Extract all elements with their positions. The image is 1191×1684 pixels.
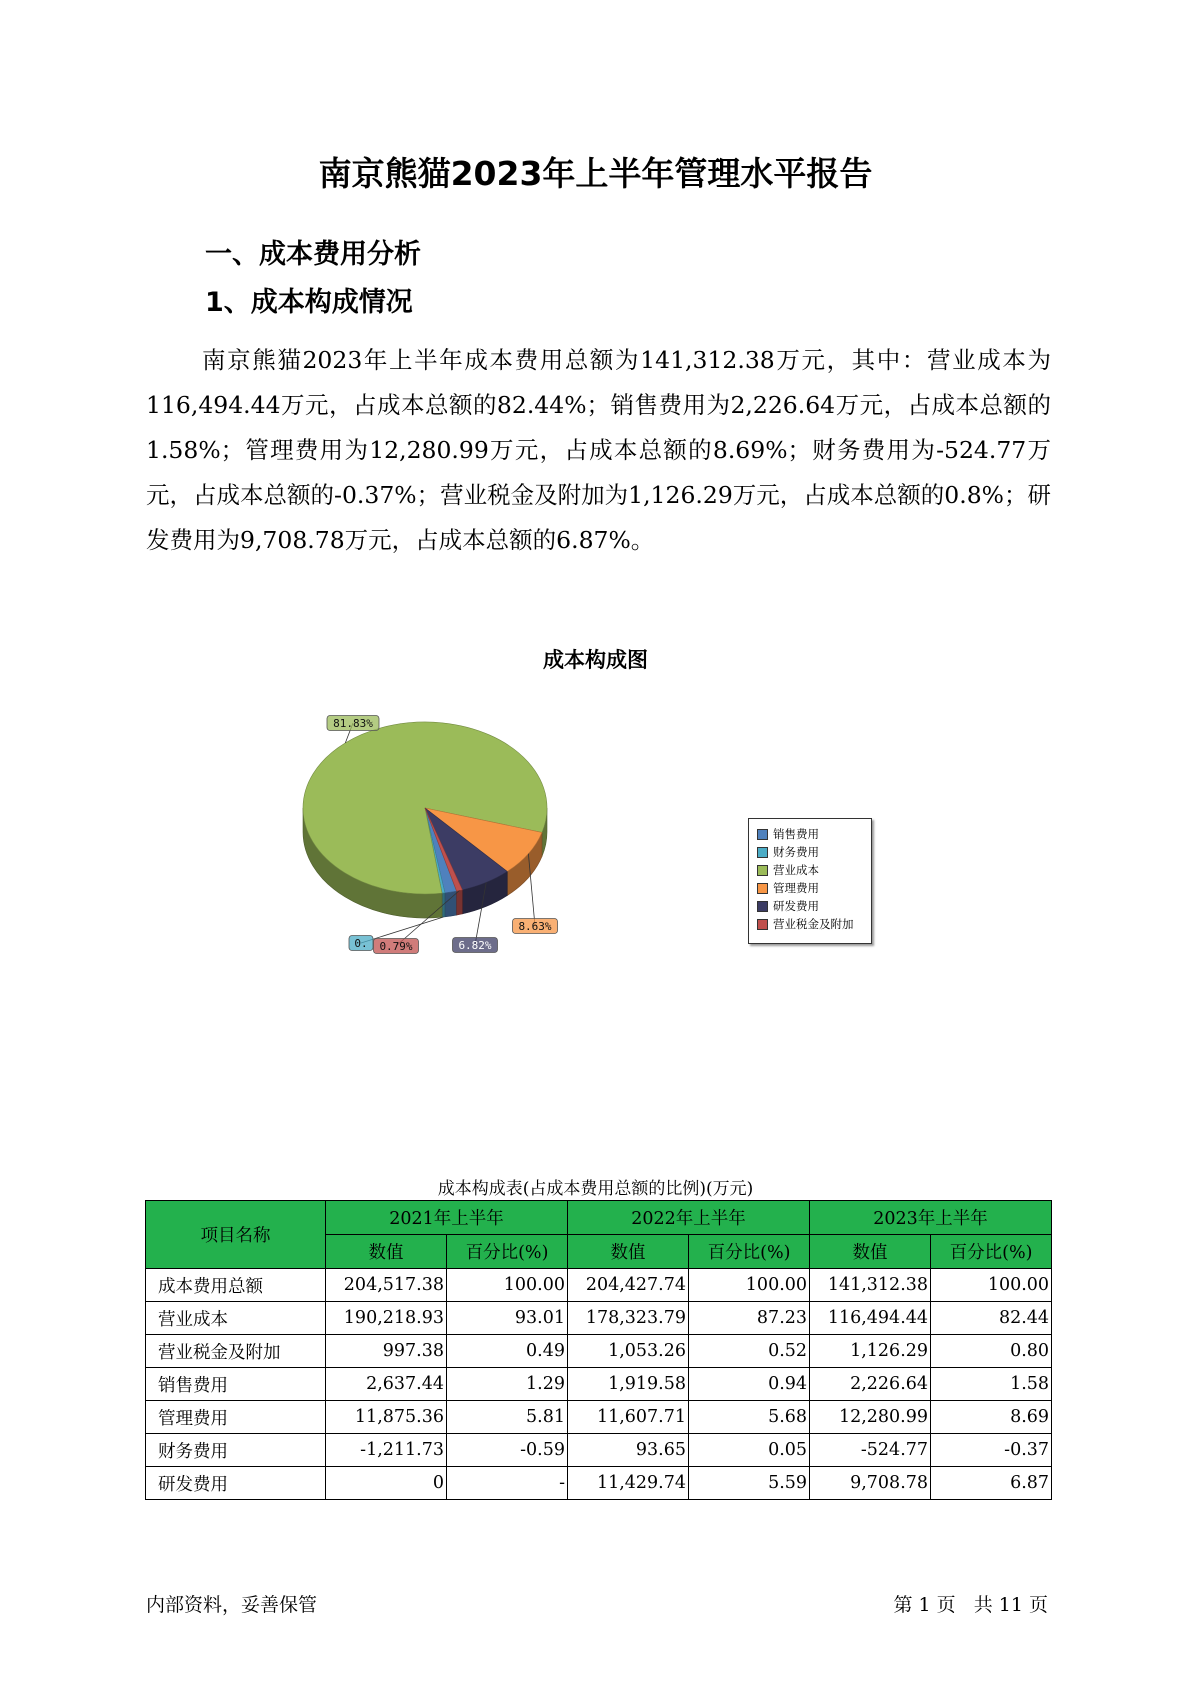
- subsection-heading: 1、成本构成情况: [205, 287, 413, 318]
- table-row: [146, 1302, 1052, 1335]
- percent-cell: 0.52: [689, 1335, 810, 1368]
- row-label: 管理费用: [146, 1401, 326, 1434]
- percent-cell: -0.37: [931, 1434, 1052, 1467]
- percent-cell: 0.49: [447, 1335, 568, 1368]
- legend-item: [757, 825, 871, 843]
- percent-cell: 5.68: [689, 1401, 810, 1434]
- legend-item: [757, 843, 871, 861]
- table-row: [146, 1368, 1052, 1401]
- header-value: 数值: [810, 1235, 931, 1269]
- value-cell: 1,126.29: [810, 1335, 931, 1368]
- percent-cell: 87.23: [689, 1302, 810, 1335]
- footer-confidential-note: 内部资料，妥善保管: [146, 1594, 318, 1616]
- value-cell: 204,517.38: [326, 1269, 447, 1302]
- value-cell: 11,429.74: [568, 1467, 689, 1500]
- percent-cell: 0.94: [689, 1368, 810, 1401]
- row-label: 营业税金及附加: [146, 1335, 326, 1368]
- cost-structure-table: [145, 1200, 1052, 1500]
- value-cell: 2,226.64: [810, 1368, 931, 1401]
- legend-swatch: [757, 847, 768, 858]
- section-heading: 一、成本费用分析: [205, 239, 421, 270]
- percent-cell: 0.80: [931, 1335, 1052, 1368]
- header-period-2021: 2021年上半年: [326, 1201, 568, 1235]
- footer-page-number: 第 1 页 共 11 页: [893, 1594, 1048, 1616]
- percent-cell: -: [447, 1467, 568, 1500]
- percent-cell: 1.58: [931, 1368, 1052, 1401]
- header-percent: 百分比(%): [689, 1235, 810, 1269]
- data-label: 0.: [354, 937, 368, 950]
- percent-cell: 82.44: [931, 1302, 1052, 1335]
- value-cell: 1,053.26: [568, 1335, 689, 1368]
- table-row: [146, 1335, 1052, 1368]
- legend-label: 财务费用: [773, 845, 819, 859]
- percent-cell: 100.00: [447, 1269, 568, 1302]
- row-label: 研发费用: [146, 1467, 326, 1500]
- value-cell: 0: [326, 1467, 447, 1500]
- percent-cell: 100.00: [689, 1269, 810, 1302]
- percent-cell: 6.87: [931, 1467, 1052, 1500]
- legend-swatch: [757, 865, 768, 876]
- value-cell: 204,427.74: [568, 1269, 689, 1302]
- percent-cell: 8.69: [931, 1401, 1052, 1434]
- legend-label: 管理费用: [773, 881, 819, 895]
- value-cell: 1,919.58: [568, 1368, 689, 1401]
- value-cell: 9,708.78: [810, 1467, 931, 1500]
- table-row: [146, 1401, 1052, 1434]
- table-row: [146, 1269, 1052, 1302]
- legend-label: 销售费用: [773, 827, 819, 841]
- legend-swatch: [757, 919, 768, 930]
- value-cell: -1,211.73: [326, 1434, 447, 1467]
- row-label: 财务费用: [146, 1434, 326, 1467]
- legend-label: 营业税金及附加: [773, 917, 854, 931]
- data-label: 8.63%: [518, 920, 552, 933]
- value-cell: 190,218.93: [326, 1302, 447, 1335]
- value-cell: 997.38: [326, 1335, 447, 1368]
- legend-item: [757, 915, 871, 933]
- percent-cell: 100.00: [931, 1269, 1052, 1302]
- data-label: 81.83%: [333, 717, 373, 730]
- row-label: 销售费用: [146, 1368, 326, 1401]
- percent-cell: 5.81: [447, 1401, 568, 1434]
- legend-swatch: [757, 901, 768, 912]
- legend-item: [757, 861, 871, 879]
- table-caption: 成本构成表(占成本费用总额的比例)(万元): [437, 1179, 754, 1199]
- chart-title: 成本构成图: [543, 648, 648, 672]
- header-period-2023: 2023年上半年: [810, 1201, 1052, 1235]
- value-cell: 2,637.44: [326, 1368, 447, 1401]
- legend-item: [757, 897, 871, 915]
- chart-legend: [748, 818, 872, 944]
- percent-cell: 1.29: [447, 1368, 568, 1401]
- percent-cell: 5.59: [689, 1467, 810, 1500]
- document-title: 南京熊猫2023年上半年管理水平报告: [318, 154, 873, 193]
- percent-cell: -0.59: [447, 1434, 568, 1467]
- value-cell: 11,875.36: [326, 1401, 447, 1434]
- row-label: 营业成本: [146, 1302, 326, 1335]
- value-cell: 116,494.44: [810, 1302, 931, 1335]
- header-value: 数值: [326, 1235, 447, 1269]
- header-percent: 百分比(%): [447, 1235, 568, 1269]
- header-period-2022: 2022年上半年: [568, 1201, 810, 1235]
- value-cell: 93.65: [568, 1434, 689, 1467]
- value-cell: 11,607.71: [568, 1401, 689, 1434]
- legend-swatch: [757, 883, 768, 894]
- pie-slice-side: [457, 890, 463, 915]
- header-item-name: 项目名称: [146, 1201, 326, 1269]
- table-row: [146, 1434, 1052, 1467]
- value-cell: 141,312.38: [810, 1269, 931, 1302]
- percent-cell: 0.05: [689, 1434, 810, 1467]
- value-cell: -524.77: [810, 1434, 931, 1467]
- value-cell: 12,280.99: [810, 1401, 931, 1434]
- header-value: 数值: [568, 1235, 689, 1269]
- legend-swatch: [757, 829, 768, 840]
- data-label: 6.82%: [458, 939, 492, 952]
- value-cell: 178,323.79: [568, 1302, 689, 1335]
- data-label: 0.79%: [379, 940, 413, 953]
- summary-paragraph: 南京熊猫2023年上半年成本费用总额为141,312.38万元，其中：营业成本为116,494.44万元，占成本总额的82.44%；销售费用为2,226.64万元，占成本总额的1.58%；管理费用为12,280.99万元，占成本总额的8.69%；财务费用为-524.77万元，占成本总额的-0.37%；营业税金及附加为1,126.29万元，占成本总额的0.8%；研发费用为9,708.78万元，占成本总额的6.87%。: [146, 346, 1051, 554]
- row-label: 成本费用总额: [146, 1269, 326, 1302]
- legend-item: [757, 879, 871, 897]
- legend-label: 营业成本: [773, 863, 819, 877]
- table-row: [146, 1467, 1052, 1500]
- legend-label: 研发费用: [773, 899, 819, 913]
- header-percent: 百分比(%): [931, 1235, 1052, 1269]
- percent-cell: 93.01: [447, 1302, 568, 1335]
